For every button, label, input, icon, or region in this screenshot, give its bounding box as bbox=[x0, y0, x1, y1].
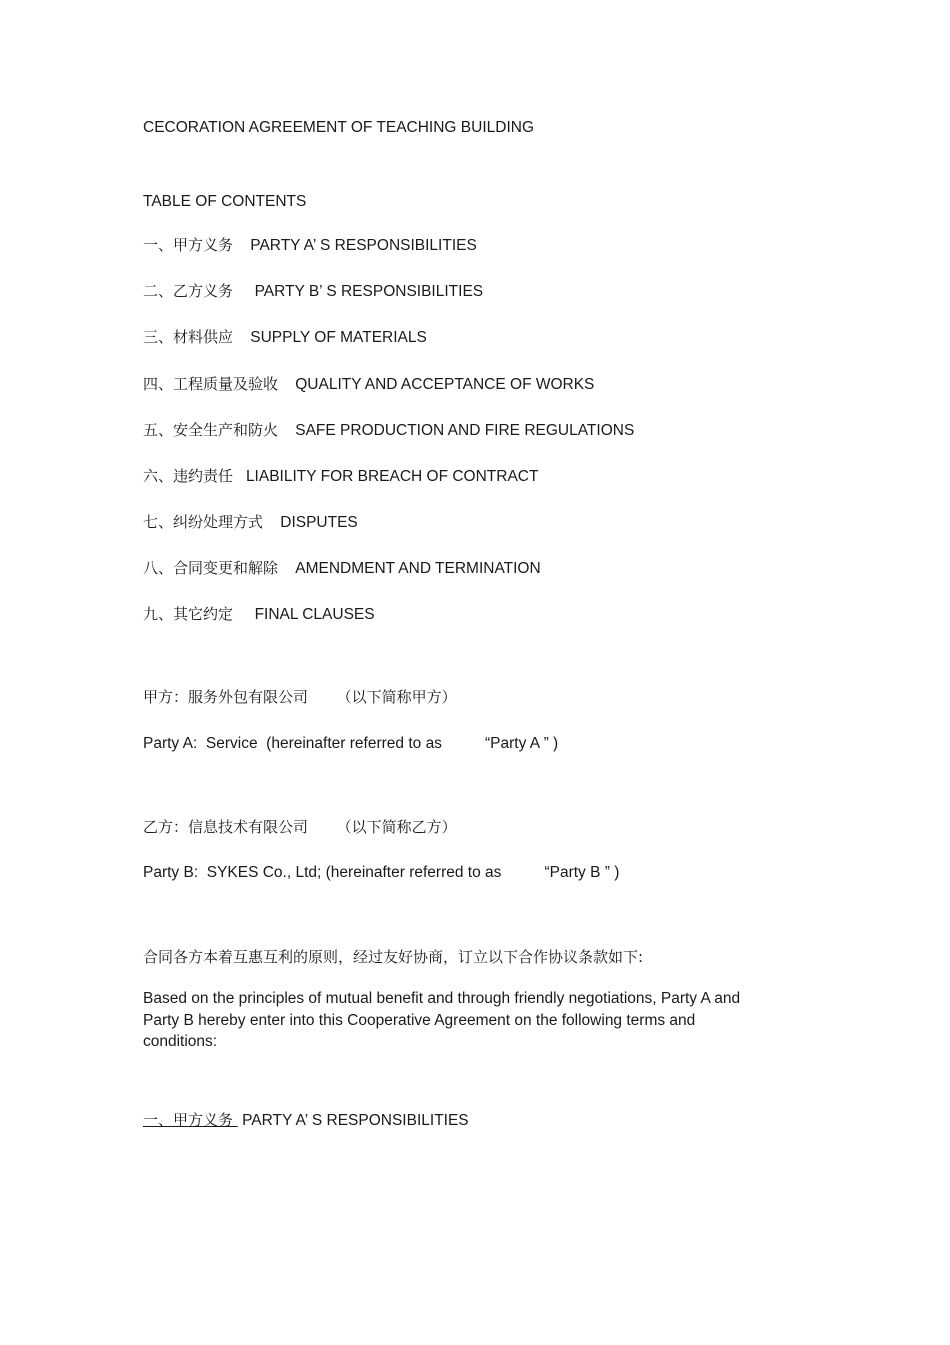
toc-item-cn: 七、纠纷处理方式 bbox=[143, 513, 264, 531]
intro-en: Based on the principles of mutual benefit and through friendly negotiations, Party A and Party B hereby enter into this Cooperative Agreement on the following terms and conditions: bbox=[143, 990, 741, 1050]
toc-item-cn: 六、违约责任 bbox=[143, 467, 234, 485]
toc-item-8 bbox=[143, 558, 541, 579]
toc-item-cn: 一、甲方义务 bbox=[143, 236, 234, 254]
toc-item-en: LIABILITY FOR BREACH OF CONTRACT bbox=[245, 468, 539, 485]
toc-item-7 bbox=[143, 512, 358, 533]
toc-item-cn: 五、安全生产和防火 bbox=[143, 421, 279, 439]
toc-item-5 bbox=[143, 420, 634, 441]
toc-item-en: SUPPLY OF MATERIALS bbox=[250, 329, 427, 346]
toc-item-en: PARTY A’ S RESPONSIBILITIES bbox=[250, 237, 477, 254]
toc-item-9 bbox=[143, 604, 375, 625]
party-b-cn: 乙方：信息技术有限公司 （以下简称乙方） bbox=[143, 818, 457, 836]
toc-item-2 bbox=[143, 281, 483, 302]
toc-item-gap bbox=[233, 237, 250, 254]
toc-item-cn: 九、其它约定 bbox=[143, 605, 234, 623]
party-b-en: Party B: SYKES Co., Ltd; (hereinafter referred to as “Party B ” ) bbox=[143, 864, 620, 881]
toc-item-en: FINAL CLAUSES bbox=[254, 606, 375, 623]
toc-item-gap bbox=[278, 376, 295, 393]
toc-item-gap bbox=[233, 468, 246, 485]
party-a-en: Party A: Service (hereinafter referred to as “Party A ” ) bbox=[143, 735, 559, 752]
toc-item-cn: 四、工程质量及验收 bbox=[143, 375, 279, 393]
section-1-cn: 一、甲方义务 bbox=[143, 1111, 238, 1129]
toc-item-gap bbox=[233, 283, 255, 300]
toc-item-en: DISPUTES bbox=[280, 514, 358, 531]
toc-item-gap bbox=[233, 329, 250, 346]
section-1-heading bbox=[143, 1110, 469, 1131]
toc-item-gap bbox=[263, 514, 280, 531]
toc-item-en: PARTY B’ S RESPONSIBILITIES bbox=[254, 283, 484, 300]
toc-item-6 bbox=[143, 466, 538, 487]
toc-item-cn: 二、乙方义务 bbox=[143, 282, 234, 300]
toc-item-cn: 八、合同变更和解除 bbox=[143, 559, 279, 577]
toc-heading: TABLE OF CONTENTS bbox=[143, 193, 307, 210]
toc-item-gap bbox=[233, 606, 255, 623]
toc-item-3 bbox=[143, 327, 427, 348]
toc-item-gap bbox=[278, 560, 295, 577]
toc-item-4 bbox=[143, 374, 594, 395]
party-a-cn: 甲方：服务外包有限公司 （以下简称甲方） bbox=[143, 688, 457, 706]
section-1-en: PARTY A’ S RESPONSIBILITIES bbox=[237, 1112, 469, 1129]
toc-item-gap bbox=[278, 422, 295, 439]
toc-item-en: QUALITY AND ACCEPTANCE OF WORKS bbox=[295, 376, 595, 393]
toc-item-en: AMENDMENT AND TERMINATION bbox=[295, 560, 541, 577]
intro-cn: 合同各方本着互惠互利的原则，经过友好协商，订立以下合作协议条款如下: bbox=[143, 948, 644, 966]
document-title: CECORATION AGREEMENT OF TEACHING BUILDING bbox=[143, 119, 534, 136]
toc-item-1 bbox=[143, 235, 477, 256]
toc-item-cn: 三、材料供应 bbox=[143, 328, 234, 346]
toc-item-en: SAFE PRODUCTION AND FIRE REGULATIONS bbox=[295, 422, 635, 439]
